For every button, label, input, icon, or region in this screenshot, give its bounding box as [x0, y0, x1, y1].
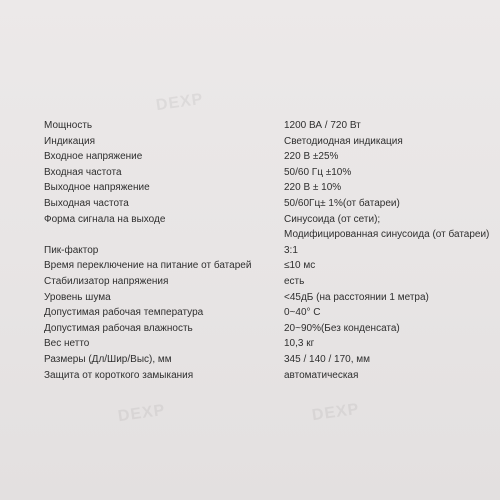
spec-value: 20~90%(Без конденсата) [284, 322, 400, 334]
spec-row [44, 258, 484, 274]
spec-row [44, 321, 484, 337]
spec-label: Пик-фактор [44, 244, 99, 256]
spec-label: Допустимая рабочая влажность [44, 322, 193, 334]
spec-row [44, 149, 484, 165]
spec-row [44, 180, 484, 196]
spec-row [44, 134, 484, 150]
spec-value: Синусоида (от сети); [284, 213, 381, 225]
watermark: DEXP [310, 400, 361, 425]
spec-label: Выходная частота [44, 197, 129, 209]
spec-value: есть [284, 275, 305, 287]
spec-label: Мощность [44, 120, 93, 131]
watermark: DEXP [154, 90, 205, 115]
spec-row [44, 352, 484, 368]
spec-label: Выходное напряжение [44, 182, 150, 194]
spec-row [44, 118, 484, 134]
spec-value: Модифицированная синусоида (от батареи) [284, 229, 490, 241]
spec-label: Вес нетто [44, 338, 90, 350]
spec-label: Размеры (Дл/Шир/Выс), мм [44, 353, 172, 365]
spec-row [44, 336, 484, 352]
spec-value: 220 В ±25% [284, 151, 339, 163]
spec-row [44, 274, 484, 290]
spec-label: Уровень шума [44, 291, 111, 303]
spec-value: 220 В ± 10% [284, 182, 342, 194]
spec-value: 50/60 Гц ±10% [284, 166, 352, 178]
spec-value: 3:1 [284, 244, 298, 256]
spec-label: Время переключение на питание от батарей [44, 260, 252, 272]
spec-value: 0~40° С [284, 307, 321, 319]
spec-row [44, 165, 484, 181]
spec-row [44, 290, 484, 306]
spec-label: Защита от короткого замыкания [44, 369, 194, 381]
spec-value: 1200 ВА / 720 Вт [284, 120, 361, 131]
spec-row [44, 196, 484, 212]
spec-row [44, 305, 484, 321]
spec-value: 345 / 140 / 170, мм [284, 353, 371, 365]
spec-value: ≤10 мс [284, 260, 316, 272]
spec-value: автоматическая [284, 369, 359, 381]
spec-row [44, 243, 484, 259]
spec-value: 50/60Гц± 1%(от батареи) [284, 197, 400, 209]
spec-label: Допустимая рабочая температура [44, 307, 204, 319]
spec-label: Индикация [44, 135, 96, 147]
spec-label: Форма сигнала на выходе [44, 213, 166, 225]
spec-table [44, 118, 490, 383]
watermark: DEXP [116, 401, 167, 426]
spec-row [44, 212, 484, 228]
spec-value: <45дБ (на расстоянии 1 метра) [284, 291, 429, 303]
spec-value: 10,3 кг [284, 338, 315, 350]
spec-row [44, 227, 490, 243]
spec-label [44, 227, 284, 243]
spec-label: Стабилизатор напряжения [44, 275, 169, 287]
spec-label: Входная частота [44, 166, 122, 178]
spec-row [44, 368, 484, 384]
spec-label: Входное напряжение [44, 151, 143, 163]
spec-value: Светодиодная индикация [284, 135, 403, 147]
